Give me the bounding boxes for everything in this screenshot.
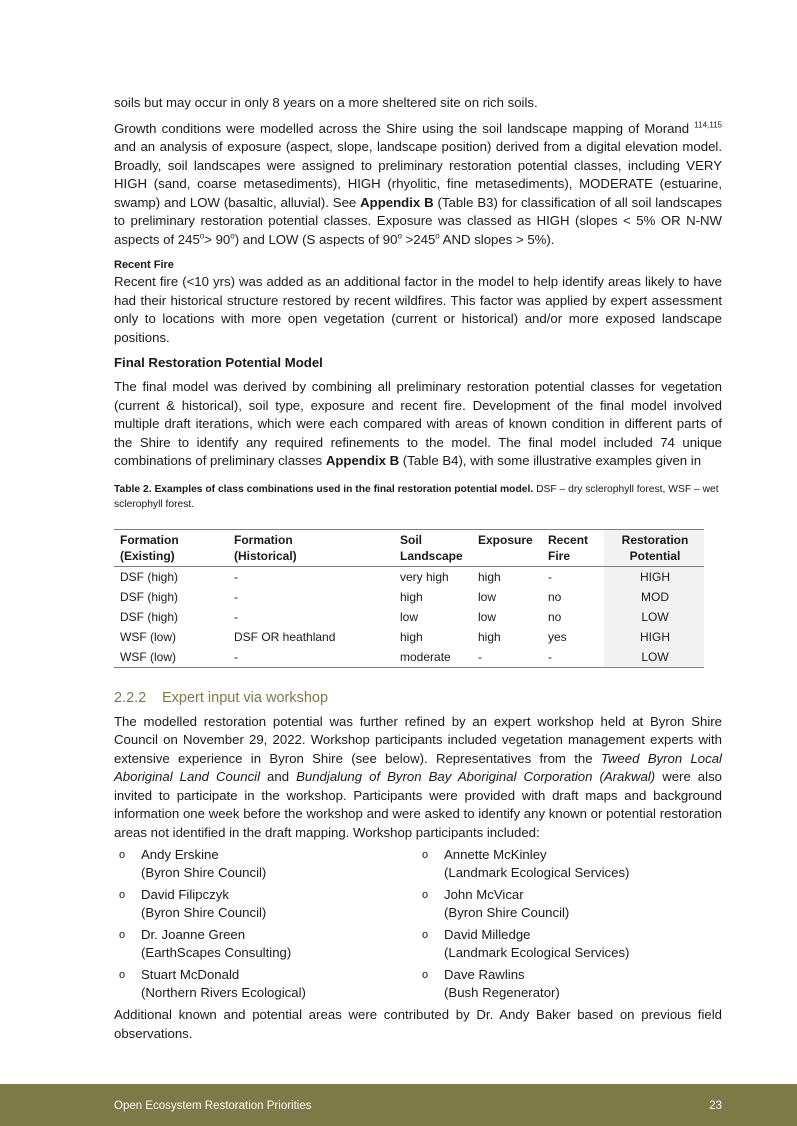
participant-organisation: (Northern Rivers Ecological) (141, 985, 306, 1000)
list-item (417, 886, 722, 922)
list-item (417, 846, 722, 882)
participant-organisation: (Byron Shire Council) (141, 865, 267, 880)
participant-organisation: (Landmark Ecological Services) (444, 945, 630, 960)
bullet-icon: o (119, 929, 126, 941)
table-cell: moderate (394, 647, 472, 668)
table-cell: high (478, 629, 501, 644)
participant-organisation: (EarthScapes Consulting) (141, 945, 292, 960)
table-cell: yes (548, 629, 567, 644)
table-cell: - (234, 589, 238, 604)
paragraph-soils-continued: soils but may occur in only 8 years on a more sheltered site on rich soils. (114, 95, 538, 110)
bullet-icon: o (422, 849, 429, 861)
appendix-b-reference: Appendix B (360, 194, 434, 210)
participant-organisation: (Bush Regenerator) (444, 985, 560, 1000)
list-item (114, 926, 417, 962)
participant-name: David Milledge (444, 927, 531, 942)
table-cell: WSF (low) (120, 629, 176, 644)
table-row (114, 647, 704, 668)
column-header: Restoration Potential (604, 529, 704, 566)
table-cell: DSF (high) (120, 589, 179, 604)
bullet-icon: o (119, 969, 126, 981)
final-model-heading: Final Restoration Potential Model (114, 355, 323, 370)
list-item (114, 886, 417, 922)
appendix-b-reference: Appendix B (325, 453, 400, 468)
table-caption: Table 2. Examples of class combinations used in the final restoration potential model. DSF – dry sclerophyll forest, WSF – wet sclerophyll forest. (114, 483, 719, 510)
section-title: Expert input via workshop (162, 689, 329, 706)
restoration-potential-cell: MOD (604, 587, 704, 607)
table-cell: high (478, 569, 501, 584)
bullet-icon: o (422, 929, 429, 941)
section-heading (114, 688, 722, 708)
participants-list (114, 846, 722, 1006)
participant-name: Dave Rawlins (444, 967, 525, 982)
list-item (114, 846, 417, 882)
list-item (114, 966, 417, 1002)
table-cell: - (542, 647, 604, 668)
table-cell: no (548, 589, 562, 604)
table-cell: DSF OR heathland (234, 629, 336, 644)
page-content (114, 94, 722, 1043)
table-cell: low (478, 609, 497, 624)
table-cell: low (478, 589, 497, 604)
participant-organisation: (Byron Shire Council) (444, 905, 570, 920)
column-header: Exposure (472, 529, 542, 566)
participant-name: Andy Erskine (141, 847, 219, 862)
table-row (114, 607, 704, 627)
restoration-potential-cell: LOW (604, 647, 704, 668)
bullet-icon: o (422, 969, 429, 981)
list-item (417, 966, 722, 1002)
participant-name: David Filipczyk (141, 887, 229, 902)
bullet-icon: o (119, 849, 126, 861)
participant-name: Annette McKinley (444, 847, 547, 862)
citation-superscript: 114,115 (694, 120, 722, 130)
table-cell: high (400, 629, 423, 644)
paragraph-expert-workshop: The modelled restoration potential was further refined by an expert workshop held at Byron Shire Council on November 29, 2022. Workshop participants included vegetation management experts with extensive experience in Byron Shire (see below). Representatives from the Tweed Byron Local Aboriginal Land Council and Bundjalung of Byron Bay Aboriginal Corporation (Arakwal) were also invited to participate in the workshop. Participants were provided with draft maps and background information one week before the workshop and were asked to identify any known or potential restoration areas not identified in the draft mapping. Workshop participants included: (114, 713, 722, 840)
table-cell: DSF (high) (120, 569, 179, 584)
table-row (114, 627, 704, 647)
participant-name: Stuart McDonald (141, 967, 240, 982)
column-header: Formation (Existing) (114, 529, 228, 566)
restoration-potential-cell: HIGH (604, 566, 704, 587)
table-header-row (114, 529, 704, 566)
bullet-icon: o (422, 889, 429, 901)
table-cell: - (234, 609, 238, 624)
restoration-potential-cell: HIGH (604, 627, 704, 647)
paragraph-final-model: The final model was derived by combining all preliminary restoration potential classes for vegetation (current & historical), soil type, exposure and recent fire. Development of the final model involved multiple draft iterations, which were each compared with areas of known condition in different parts of the Shire to identify any required refinements to the model. The final model included 74 unique combinations of preliminary classes Appendix B (Table B4), with some illustrative examples given in (114, 379, 722, 468)
paragraph-growth-conditions: Growth conditions were modelled across the Shire using the soil landscape mapping of Morand $^{114,115}$ and an analysis of exposure (aspect, slope, landscape position) derived from a digital elevation model. Broadly, soil landscapes were assigned to preliminary restoration potential classes, including VERY HIGH (sand, coarse metasediments), HIGH (rhyolitic, fine metasediments), MODERATE (estuarine, swamp) and LOW (basaltic, alluvial). See Appendix B (Table B3) for classification of all soil landscapes to preliminary restoration potential classes. Exposure was classed as HIGH (slopes < 5% OR N-NW aspects of $245^o> 90^o$) and LOW (S aspects of $90^o >245^o$ AND slopes > 5%). (114, 120, 722, 247)
participant-organisation: (Byron Shire Council) (141, 905, 267, 920)
column-header: Formation (Historical) (228, 529, 394, 566)
paragraph-recent-fire: Recent fire (<10 yrs) was added as an additional factor in the model to help identify areas likely to have had their historical structure restored by recent wildfires. This factor was applied by expert assessment only to locations with more open vegetation (current or historical) and/or more exposed landscape positions. (114, 274, 722, 345)
organisation-name: Tweed Byron Local Aboriginal Land Council (114, 750, 722, 784)
restoration-potential-cell: LOW (604, 607, 704, 627)
paragraph-additional-areas: Additional known and potential areas were contributed by Dr. Andy Baker based on previous field observations. (114, 1007, 722, 1041)
table-cell: very high (400, 569, 449, 584)
table-cell: high (400, 589, 423, 604)
table-cell: DSF (high) (120, 609, 179, 624)
table-cell: WSF (low) (114, 647, 228, 668)
participant-name: John McVicar (444, 887, 524, 902)
table-cell: - (472, 647, 542, 668)
organisation-name: Bundjalung of Byron Bay Aboriginal Corporation (Arakwal) (296, 769, 656, 784)
recent-fire-heading: Recent Fire (114, 259, 174, 271)
table-cell: - (234, 569, 238, 584)
page-footer (0, 1084, 797, 1126)
table-cell: - (228, 647, 394, 668)
page-number: 23 (709, 1100, 722, 1112)
table-row (114, 587, 704, 607)
section-number: 2.2.2 (114, 689, 147, 706)
table-cell: - (548, 569, 552, 584)
table-row (114, 566, 704, 587)
footer-title: Open Ecosystem Restoration Priorities (114, 1100, 312, 1112)
column-header: Recent Fire (542, 529, 604, 566)
bullet-icon: o (119, 889, 126, 901)
participant-name: Dr. Joanne Green (141, 927, 246, 942)
table-cell: low (400, 609, 419, 624)
column-header: Soil Landscape (394, 529, 472, 566)
class-combinations-table (114, 529, 704, 668)
table-cell: no (548, 609, 562, 624)
list-item (417, 926, 722, 962)
participant-organisation: (Landmark Ecological Services) (444, 865, 630, 880)
